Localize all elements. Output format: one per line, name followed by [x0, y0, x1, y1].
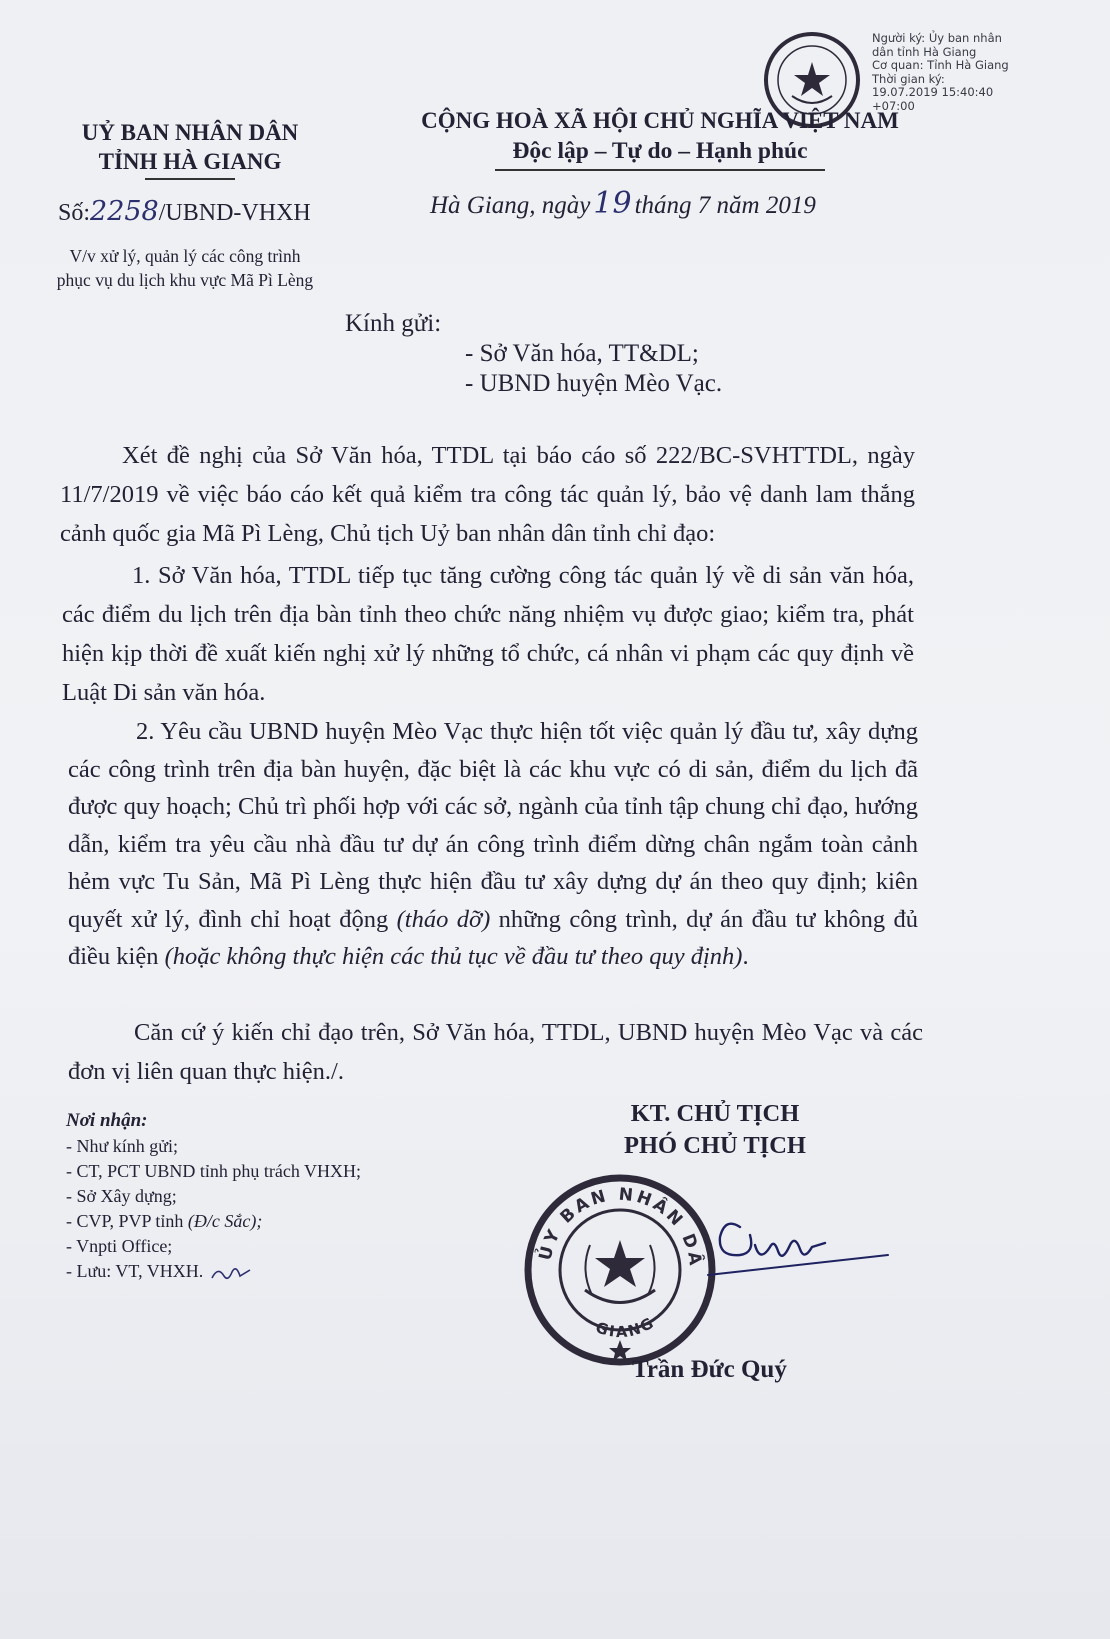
- body-intro: [60, 436, 915, 553]
- recipients-label: Kính gửi:: [345, 310, 442, 337]
- body-item-2-text-e: .: [742, 943, 749, 970]
- signature-signer: Người ký: Ủy ban nhân: [872, 31, 1002, 45]
- signature-signer-cont: dân tỉnh Hà Giang: [872, 44, 977, 59]
- issuing-org: [60, 118, 320, 180]
- distribution-item: - CT, PCT UBND tỉnh phụ trách VHXH;: [66, 1161, 361, 1181]
- body-item-2: [68, 713, 918, 976]
- seal-text-bottom: GIANG: [593, 1313, 659, 1342]
- signature-time-label: Thời gian ký:: [872, 71, 945, 86]
- seal-text-top: ỦY BAN NHÂN DÂ: [535, 1184, 706, 1270]
- handwritten-signature: [700, 1205, 900, 1300]
- recipient-item: - UBND huyện Mèo Vạc.: [465, 370, 723, 397]
- date-prefix: Hà Giang, ngày: [430, 192, 591, 219]
- body-item-2-text-d: (hoặc không thực hiện các thủ tục về đầu tư theo quy định): [164, 943, 743, 970]
- distribution-item: [66, 1209, 361, 1234]
- nation-line-1: CỘNG HOÀ XÃ HỘI CHỦ NGHĨA VIỆT NAM: [421, 108, 899, 133]
- distribution-item-6-text: - Lưu: VT, VHXH.: [66, 1261, 204, 1281]
- signature-agency: Cơ quan: Tỉnh Hà Giang: [872, 58, 1009, 72]
- signature-time-value: 19.07.2019 15:40:40: [872, 85, 994, 99]
- doc-no-suffix: /UBND-VHXH: [158, 200, 311, 226]
- digital-signature-info: [872, 32, 1009, 113]
- doc-no-prefix: Số:: [58, 200, 91, 226]
- body-item-2-text-c: những công trình, dự án đầu tư không đủ điều kiện: [68, 905, 919, 970]
- signature-titles: [600, 1098, 830, 1162]
- distribution-item: - Sở Xây dựng;: [66, 1186, 177, 1206]
- org-line-2: TỈNH HÀ GIANG: [98, 149, 282, 174]
- distribution-item: - Như kính gửi;: [66, 1136, 179, 1156]
- document-subject: [30, 244, 340, 292]
- distribution-label: Nơi nhận:: [66, 1110, 148, 1131]
- official-seal: [520, 1170, 720, 1370]
- nation-line-2: Độc lập – Tự do – Hạnh phúc: [512, 138, 808, 164]
- subject-line-2: phục vụ du lịch khu vực Mã Pì Lèng: [56, 270, 314, 290]
- distribution-item-4-text: - CVP, PVP tỉnh: [66, 1211, 188, 1231]
- body-item-1: [62, 556, 914, 712]
- document-number: [58, 196, 311, 227]
- date-day-handwritten: 19: [593, 186, 632, 221]
- body-item-2-text-a: 2. Yêu cầu UBND huyện Mèo Vạc thực hiện tốt việc quản lý đầu tư, xây dựng các công trình trên địa bàn huyện, đặc biệt là các khu vực có di sản, điểm du lịch đã được quy hoạch; Chủ trì phối hợp với các sở, ngành của tỉnh tập chung chỉ đạo, hướng dẫn, kiểm tra yêu cầu nhà đầu tư dự án công trình điểm dừng chân ngắm toàn cảnh hẻm vực Tu Sản, Mã Pì Lèng thực hiện đầu tư xây dựng dự án theo quy định; kiên quyết xử lý, đình chỉ hoạt động: [68, 718, 918, 933]
- doc-no-handwritten: 2258: [90, 196, 159, 227]
- distribution-item-4-italic: (Đ/c Sắc);: [187, 1211, 263, 1231]
- org-line-1: UỶ BAN NHÂN DÂN: [81, 120, 299, 145]
- distribution-item: [66, 1259, 361, 1284]
- body-intro-text: Xét đề nghị của Sở Văn hóa, TTDL tại báo cáo số 222/BC-SVHTTDL, ngày 11/7/2019 về việc báo cáo kết quả kiểm tra công tác quản lý, bảo vệ danh lam thắng cảnh quốc gia Mã Pì Lèng, Chủ tịch Uỷ ban nhân dân tỉnh chỉ đạo:: [60, 442, 915, 547]
- signature-timezone: +07:00: [872, 98, 915, 113]
- body-item-1-text: 1. Sở Văn hóa, TTDL tiếp tục tăng cường công tác quản lý về di sản văn hóa, các điểm du lịch trên địa bàn tỉnh theo chức năng nhiệm vụ được giao; kiểm tra, phát hiện kịp thời đề xuất kiến nghị xử lý những tổ chức, cá nhân vi phạm các quy định về Luật Di sản văn hóa.: [62, 562, 914, 706]
- initials-scribble: [208, 1262, 253, 1284]
- document-date: [430, 186, 816, 221]
- national-title: [390, 106, 930, 171]
- signature-title-2: PHÓ CHỦ TỊCH: [624, 1132, 806, 1159]
- recipient-item: - Sở Văn hóa, TT&DL;: [465, 340, 699, 367]
- distribution-item: - Vnpti Office;: [66, 1236, 173, 1256]
- subject-line-1: V/v xử lý, quản lý các công trình: [69, 246, 301, 266]
- distribution-list: [66, 1108, 361, 1284]
- signature-title-1: KT. CHỦ TỊCH: [630, 1100, 800, 1127]
- date-suffix: tháng 7 năm 2019: [634, 192, 816, 219]
- signer-name: Trần Đức Quý: [632, 1356, 787, 1383]
- body-closing-text: Căn cứ ý kiến chỉ đạo trên, Sở Văn hóa, TTDL, UBND huyện Mèo Vạc và các đơn vị liên quan thực hiện./.: [68, 1019, 923, 1085]
- body-item-2-text-b: (tháo dỡ): [396, 905, 491, 933]
- body-closing: [68, 1013, 923, 1091]
